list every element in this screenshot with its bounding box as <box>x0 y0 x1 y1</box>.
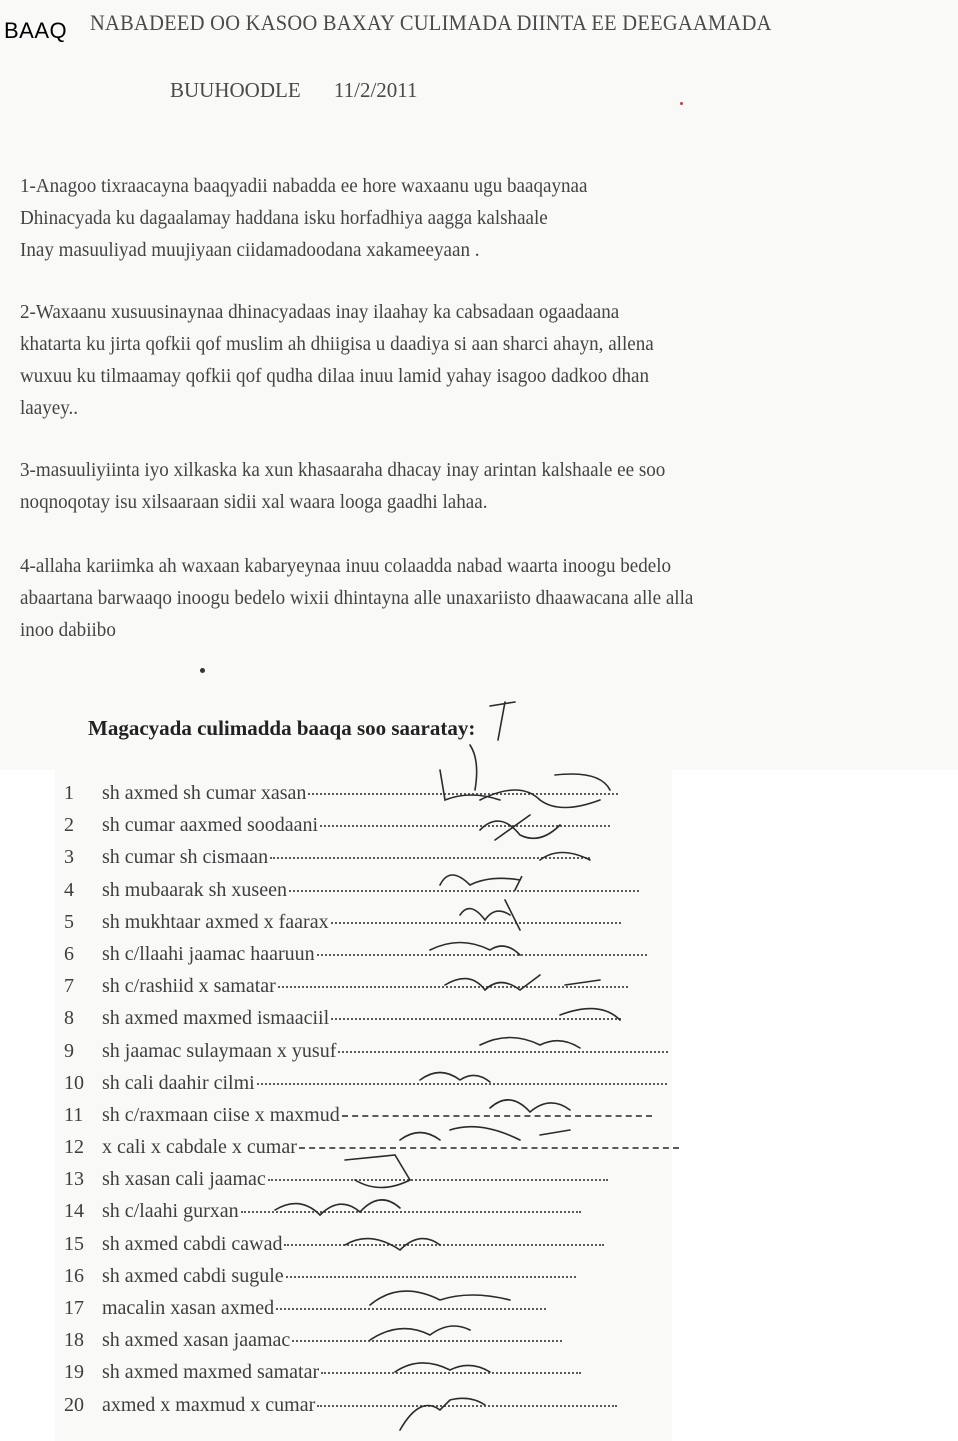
list-item <box>60 1104 720 1136</box>
paragraph-2 <box>20 296 900 424</box>
list-item <box>60 1265 720 1297</box>
paragraph-line: 2-Waxaanu xusuusinaynaa dhinacyadaas inay ilaahay ka cabsadaan ogaadaana <box>20 301 620 323</box>
dotted-line <box>284 1244 604 1246</box>
baaq-label: BAAQ <box>4 18 68 43</box>
list-item <box>60 1007 720 1039</box>
item-name: sh c/raxmaan ciise x maxmud <box>102 1103 340 1126</box>
signatories-list <box>60 782 720 1426</box>
item-number: 3 <box>64 846 74 869</box>
item-name: sh axmed cabdi cawad <box>102 1232 283 1255</box>
list-item <box>60 846 720 878</box>
item-number: 6 <box>64 942 74 965</box>
item-name: sh axmed xasan jaamac <box>102 1329 291 1352</box>
list-item <box>60 1040 720 1072</box>
dotted-line <box>278 986 628 988</box>
paragraph-line: wuxuu ku tilmaamay qofkii qof qudha dilaa inuu lamid yahay isagoo dadkoo dhan <box>20 365 650 387</box>
item-number: 13 <box>64 1168 84 1191</box>
paragraph-line: Inay masuuliyad muujiyaan ciidamadoodana xakameeyaan . <box>20 239 480 261</box>
item-number: 11 <box>64 1103 84 1126</box>
item-name: sh cumar sh cismaan <box>102 846 269 869</box>
item-name: sh c/laahi gurxan <box>102 1200 239 1223</box>
item-number: 14 <box>64 1200 84 1223</box>
item-name: sh c/llaahi jaamac haaruun <box>102 942 315 965</box>
item-name: sh mukhtaar axmed x faarax <box>102 910 329 933</box>
list-item <box>60 1361 720 1393</box>
paragraph-4 <box>20 550 900 646</box>
signatories-heading: Magacyada culimadda baaqa soo saaratay: <box>88 716 476 740</box>
item-name: sh axmed maxmed ismaaciil <box>102 1007 330 1030</box>
list-item <box>60 1329 720 1361</box>
paragraph-1 <box>20 170 900 266</box>
item-number: 1 <box>64 782 74 804</box>
dotted-line <box>338 1051 668 1053</box>
list-item <box>60 911 720 943</box>
paragraph-line: 1-Anagoo tixraacayna baaqyadii nabadda ee hore waxaanu ugu baaqaynaa <box>20 175 588 197</box>
dotted-line <box>321 1372 581 1374</box>
item-name: sh axmed cabdi sugule <box>102 1264 284 1287</box>
item-name: sh jaamac sulaymaan x yusuf <box>102 1039 337 1062</box>
list-item <box>60 1233 720 1265</box>
item-name: sh xasan cali jaamac <box>102 1168 266 1191</box>
list-item <box>60 943 720 975</box>
item-number: 4 <box>64 878 74 901</box>
item-number: 19 <box>64 1361 84 1384</box>
paragraph-line: 4-allaha kariimka ah waxaan kabaryeynaa inuu colaadda nabad waarta inoogu bedelo <box>20 555 672 577</box>
place: BUUHOODLE <box>170 78 301 102</box>
dotted-line <box>317 954 647 956</box>
dashed-line <box>342 1115 652 1117</box>
item-number: 7 <box>64 975 74 998</box>
dotted-line <box>292 1340 562 1342</box>
item-name: sh mubaarak sh xuseen <box>102 878 287 901</box>
item-name: sh axmed maxmed samatar <box>102 1361 320 1384</box>
dotted-line <box>270 857 590 859</box>
ink-dot <box>200 668 205 673</box>
dotted-line <box>241 1211 581 1213</box>
list-item <box>60 1168 720 1200</box>
list-item <box>60 782 720 814</box>
item-number: 8 <box>64 1007 74 1030</box>
paragraph-3 <box>20 454 900 518</box>
red-speck <box>680 102 683 105</box>
item-number: 10 <box>64 1071 84 1094</box>
document-title: NABADEED OO KASOO BAXAY CULIMADA DIINTA EE DEEGAAMADA <box>90 10 772 35</box>
item-number: 16 <box>64 1264 84 1287</box>
list-item <box>60 1200 720 1232</box>
list-item <box>60 1297 720 1329</box>
item-number: 18 <box>64 1329 84 1352</box>
item-name: sh c/rashiid x samatar <box>102 975 276 998</box>
scan-margin-left <box>0 770 55 1441</box>
item-number: 15 <box>64 1232 84 1255</box>
dotted-line <box>289 890 639 892</box>
dotted-line <box>317 1405 617 1407</box>
dotted-line <box>286 1276 576 1278</box>
list-item <box>60 1072 720 1104</box>
dashed-line <box>299 1147 679 1149</box>
item-name: axmed x maxmud x cumar <box>102 1393 316 1416</box>
dotted-line <box>308 793 618 795</box>
item-name: sh cumar aaxmed soodaani <box>102 814 319 837</box>
dotted-line <box>257 1083 667 1085</box>
item-name: sh cali daahir cilmi <box>102 1071 255 1094</box>
paragraph-line: laayey.. <box>20 397 79 419</box>
date: 11/2/2011 <box>333 78 418 102</box>
paragraph-line: Dhinacyada ku dagaalamay haddana isku horfadhiya aagga kalshaale <box>20 207 548 229</box>
list-item <box>60 1136 720 1168</box>
item-number: 2 <box>64 814 74 837</box>
dotted-line <box>276 1308 546 1310</box>
place-date-line <box>170 78 446 103</box>
paragraph-line: 3-masuuliyiinta iyo xilkaska ka xun khasaaraha dhacay inay arintan kalshaale ee soo <box>20 459 666 481</box>
dotted-line <box>320 825 610 827</box>
item-number: 17 <box>64 1297 84 1319</box>
dotted-line <box>331 922 621 924</box>
dotted-line <box>268 1179 608 1181</box>
paragraph-line: inoo dabiibo <box>20 619 116 641</box>
item-number: 20 <box>64 1393 84 1416</box>
paragraph-line: abaartana barwaaqo inoogu bedelo wixii dhintayna alle unaxariisto dhaawacana alle alla <box>20 587 694 609</box>
item-number: 5 <box>64 910 74 933</box>
paragraph-line: noqnoqotay isu xilsaaraan sidii xal waara looga gaadhi lahaa. <box>20 491 488 513</box>
list-item <box>60 879 720 911</box>
item-number: 9 <box>64 1039 74 1062</box>
item-name: x cali x cabdale x cumar <box>102 1136 297 1159</box>
item-number: 12 <box>64 1136 84 1159</box>
list-item <box>60 1394 720 1426</box>
item-name: macalin xasan axmed <box>102 1297 275 1319</box>
list-item <box>60 975 720 1007</box>
item-name: sh axmed sh cumar xasan <box>102 782 307 804</box>
dotted-line <box>331 1018 621 1020</box>
list-item <box>60 814 720 846</box>
paragraph-line: khatarta ku jirta qofkii qof muslim ah dhiigisa u daadiya si aan sharci ahayn, allena <box>20 333 654 355</box>
